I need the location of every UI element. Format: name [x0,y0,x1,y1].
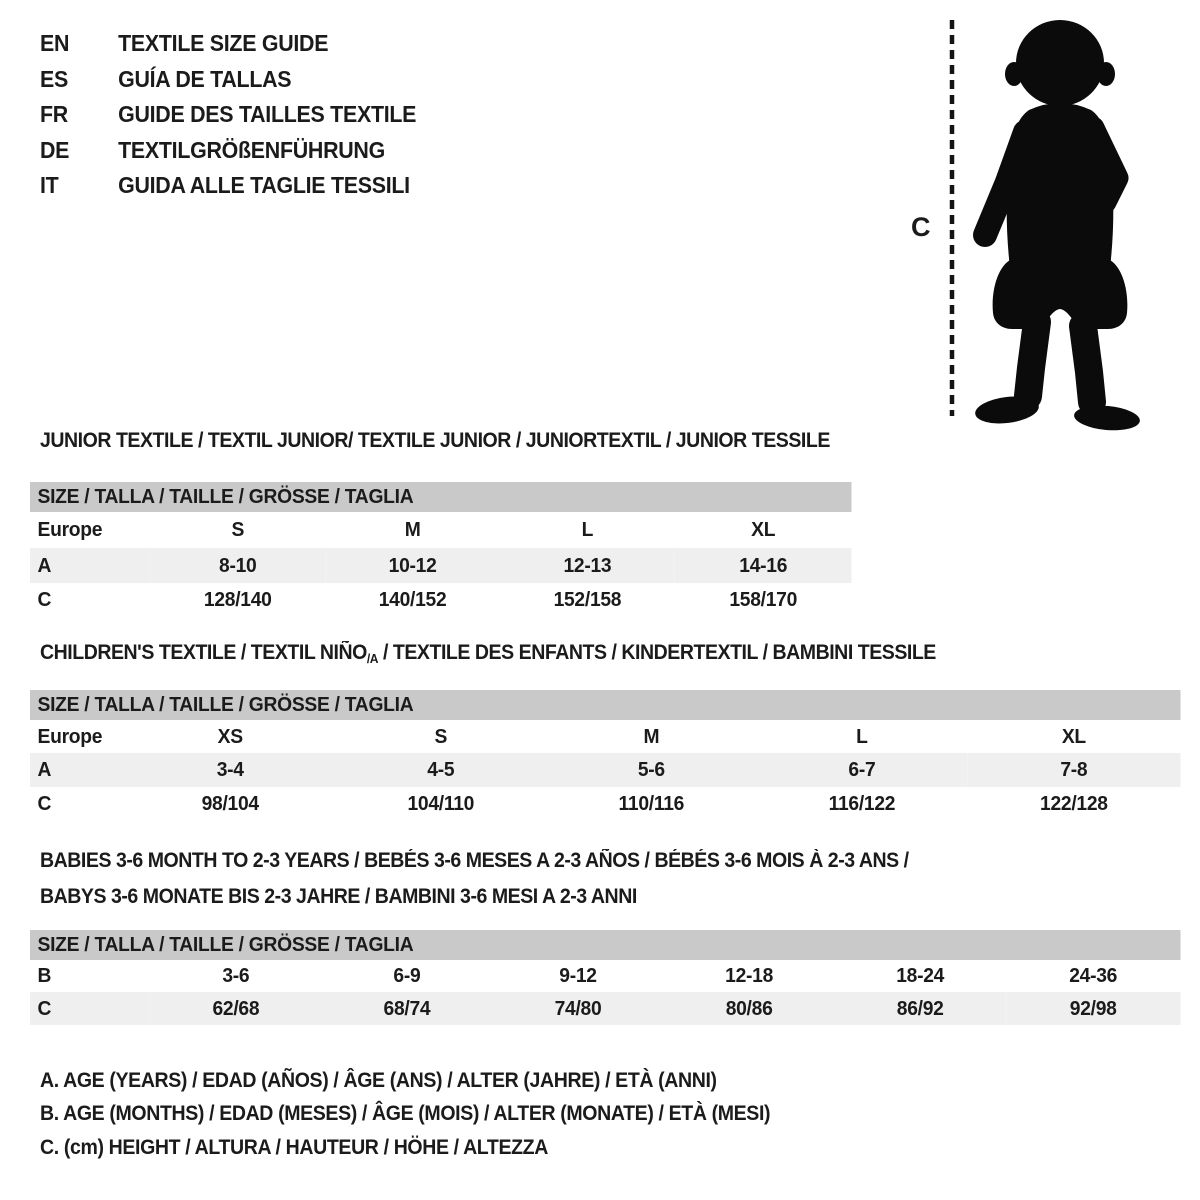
language-code: DE [40,136,70,163]
size-value-cell: 122/128 [1040,791,1108,815]
size-column-header: S [231,518,245,541]
row-label: B [37,964,52,987]
size-value-cell: 12-18 [725,964,774,987]
language-row [40,26,416,62]
children-title-text: CHILDREN'S TEXTILE / TEXTIL NIÑO [40,641,367,664]
row-label: C [37,791,52,815]
table-row [30,992,1181,1025]
size-value-cell: 14-16 [675,548,852,583]
size-value-cell: 110/116 [618,791,685,815]
children-title-text: / TEXTILE DES ENFANTS / KINDERTEXTIL / BAMBINI TESSILE [378,641,936,664]
size-value-cell: 140/152 [378,587,447,611]
size-value-cell: 18-24 [896,964,945,987]
toddler-silhouette-icon [974,20,1141,433]
size-value-cell: 116/122 [828,791,896,815]
babies-title-line1: BABIES 3-6 MONTH TO 2-3 YEARS / BEBÉS 3-6 MESES A 2-3 AÑOS / BÉBÉS 3-6 MOIS À 2-3 ANS / [40,849,909,872]
column-header-row [30,512,852,548]
measurement-legend [40,1064,770,1165]
size-value-cell: 8-10 [150,548,325,583]
size-header-band-row [30,930,1181,960]
table-row [30,583,852,616]
size-value-cell: 3-6 [222,964,250,987]
size-value-cell: 6-7 [757,753,968,787]
row-label: A [30,548,150,583]
size-value-cell: 7-8 [967,753,1180,787]
row-label: C [30,992,150,1025]
row-label: C [37,587,52,611]
size-header-band: SIZE / TALLA / TAILLE / GRÖSSE / TAGLIA [30,930,1181,960]
size-column-header: XL [751,518,776,541]
guide-title: TEXTILE SIZE GUIDE [118,30,329,57]
table-row [30,753,1181,787]
children-section-title [40,641,936,671]
size-column-header: L [581,518,594,541]
size-column-header: XL [1061,724,1086,748]
size-column-header: L [856,724,868,748]
size-value-cell: 128/140 [203,587,272,611]
language-code: IT [40,172,59,199]
language-row [40,62,416,98]
size-value-cell: 4-5 [336,753,547,787]
size-value-cell: 5-6 [546,753,757,787]
size-column-header: M [404,518,421,541]
size-value-cell: 80/86 [664,992,835,1025]
size-header-band-row [30,690,1181,720]
size-value-cell: 158/170 [729,587,798,611]
region-label: Europe [37,724,103,748]
guide-title: GUIDA ALLE TAGLIE TESSILI [118,172,410,199]
size-value-cell: 68/74 [321,992,492,1025]
size-value-cell: 74/80 [492,992,663,1025]
babies-section-title [40,849,909,921]
toddler-silhouette-figure [930,6,1170,446]
legend-line-c: C. (cm) HEIGHT / ALTURA / HAUTEUR / HÖHE / ALTEZZA [40,1135,548,1159]
size-header-band: SIZE / TALLA / TAILLE / GRÖSSE / TAGLIA [30,690,1181,720]
guide-title: GUÍA DE TALLAS [118,65,292,92]
size-value-cell: 86/92 [835,992,1006,1025]
language-row [40,97,416,133]
size-value-cell: 6-9 [393,964,421,987]
junior-size-table [30,482,852,616]
babies-title-line2: BABYS 3-6 MONATE BIS 2-3 JAHRE / BAMBINI 3-6 MESI A 2-3 ANNI [40,885,637,908]
language-code: EN [40,30,70,57]
size-value-cell: 24-36 [1069,964,1118,987]
table-row [30,548,852,583]
language-row [40,168,416,204]
babies-size-table [30,930,1181,1025]
children-size-table [30,690,1181,820]
size-value-cell: 152/158 [553,587,622,611]
size-header-band: SIZE / TALLA / TAILLE / GRÖSSE / TAGLIA [30,482,852,512]
table-row [30,787,1181,820]
guide-title: TEXTILGRÖßENFÜHRUNG [118,136,385,163]
size-column-header: XS [217,724,243,748]
language-title-list [40,26,416,204]
column-header-row [30,720,1181,753]
language-row [40,133,416,169]
junior-section-title: JUNIOR TEXTILE / TEXTIL JUNIOR/ TEXTILE JUNIOR / JUNIORTEXTIL / JUNIOR TESSILE [40,429,830,452]
children-title-subscript: /A [366,651,379,666]
language-code: ES [40,65,68,92]
size-value-cell: 12-13 [500,548,675,583]
legend-line-b: B. AGE (MONTHS) / EDAD (MESES) / ÂGE (MOIS) / ALTER (MONATE) / ETÀ (MESI) [40,1102,771,1126]
guide-title: GUIDE DES TAILLES TEXTILE [118,101,417,128]
size-value-cell: 92/98 [1006,992,1181,1025]
size-value-cell: 98/104 [201,791,259,815]
size-value-cell: 9-12 [559,964,597,987]
height-measure-label: C [911,212,931,242]
size-column-header: M [643,724,660,748]
size-value-cell: 62/68 [150,992,321,1025]
size-value-cell: 10-12 [325,548,500,583]
size-header-band-row [30,482,852,512]
language-code: FR [40,101,68,128]
size-value-cell: 104/110 [407,791,475,815]
legend-line-a: A. AGE (YEARS) / EDAD (AÑOS) / ÂGE (ANS) / ALTER (JAHRE) / ETÀ (ANNI) [40,1068,717,1092]
region-label: Europe [37,518,103,541]
table-row [30,960,1181,992]
size-column-header: S [434,724,448,748]
row-label: A [30,753,125,787]
size-value-cell: 3-4 [125,753,336,787]
